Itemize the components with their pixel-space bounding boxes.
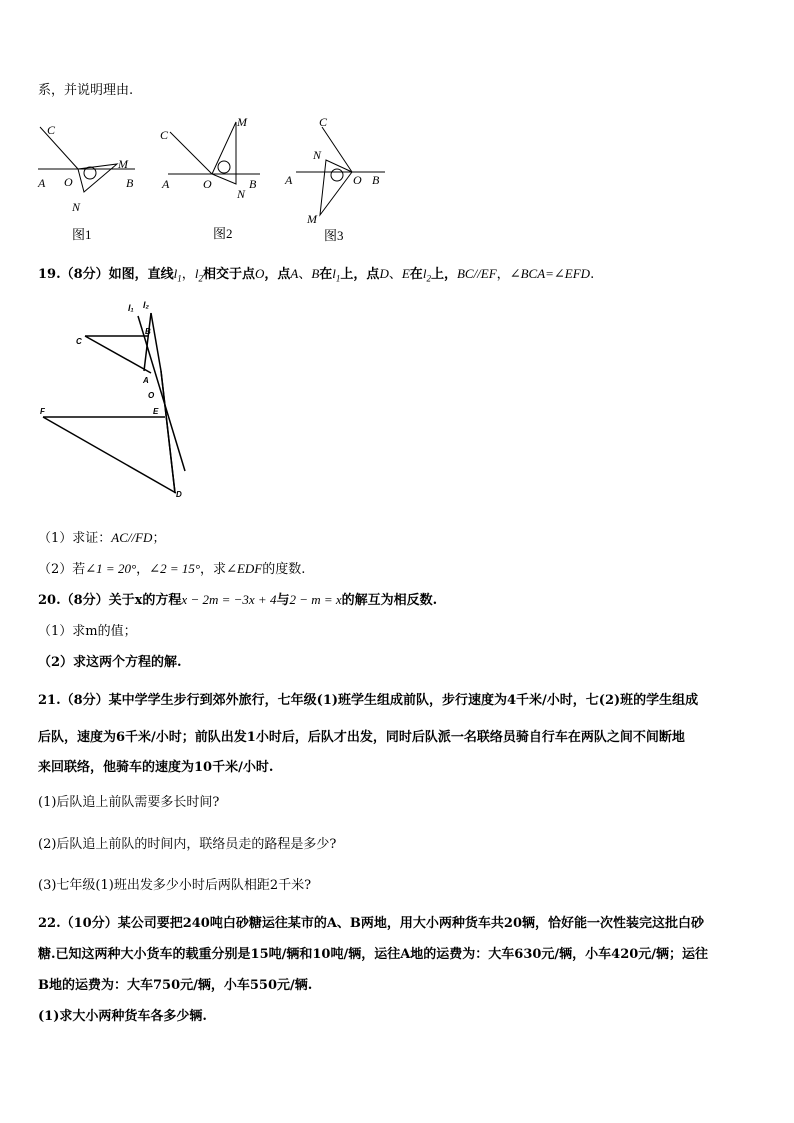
q21-line2: 后队，速度为6千米/小时；前队出发1小时后，后队才出发，同时后队派一名联络员骑自行车在两队之间不间断地 <box>38 730 685 745</box>
q20-part2: （2）求这两个方程的解. <box>38 655 182 670</box>
f2-label-A: A <box>162 177 170 191</box>
q19-part1: （1）求证：AC//FD； <box>38 530 166 546</box>
figure-1 <box>37 123 135 214</box>
q20-header: 20.（8分）关于x的方程x − 2m = −3x + 4与2 − m = x的解互为相反数. <box>38 592 438 608</box>
fig19-label-C: C <box>76 337 82 346</box>
figure-18-group <box>0 112 794 252</box>
caption-fig2: 图2 <box>213 226 233 241</box>
fig19-label-B: B <box>145 327 151 336</box>
caption-fig3: 图3 <box>324 228 344 243</box>
figure-3 <box>284 115 385 226</box>
fig19-label-E: E <box>153 407 159 416</box>
f3-label-C: C <box>319 115 328 129</box>
f1-label-B: B <box>126 176 134 190</box>
f1-label-O: O <box>64 175 73 189</box>
figure-2 <box>160 115 260 201</box>
fig19-label-l1: l₁ <box>128 303 134 313</box>
q21-part3: (3)七年级(1)班出发多少小时后两队相距2千米? <box>38 878 312 893</box>
f2-label-N: N <box>237 187 246 201</box>
caption-fig1: 图1 <box>72 227 92 242</box>
f1-label-M: M <box>118 157 128 171</box>
q22-line1: 22.（10分）某公司要把240吨白砂糖运往某市的A、B两地，用大小两种货车共20辆，恰好能一次性装完这批白砂 <box>38 916 705 931</box>
figure-19 <box>30 293 230 508</box>
f2-label-O: O <box>203 177 212 191</box>
q19-header: 19.（8分）如图，直线$l_1$，$l_2$相交于点O，点A、B在$l_1$上，点D、E在$l_2$上，BC//EF，∠BCA=∠EFD. <box>38 266 595 284</box>
f3-label-M: M <box>307 212 317 226</box>
fig19-label-A: A <box>143 376 149 385</box>
q19-part2: （2）若∠1 = 20°，∠2 = 15°，求∠EDF的度数. <box>38 561 306 577</box>
f2-label-B: B <box>249 177 257 191</box>
q21-line1: 21.（8分）某中学学生步行到郊外旅行，七年级(1)班学生组成前队，步行速度为4千米/小时，七(2)班的学生组成 <box>38 693 699 708</box>
f1-label-C: C <box>47 123 56 137</box>
q20-part1: （1）求m的值； <box>38 624 137 639</box>
fig19-label-F: F <box>40 407 45 416</box>
fig19-label-l2: l₂ <box>143 300 149 310</box>
q22-line3: B地的运费为：大车750元/辆，小车550元/辆. <box>38 978 313 993</box>
q21-part1: (1)后队追上前队需要多长时间? <box>38 795 220 810</box>
f2-label-M: M <box>237 115 247 129</box>
q21-line3: 来回联络，他骑车的速度为10千米/小时. <box>38 760 274 775</box>
q22-line2: 糖.已知这两种大小货车的载重分别是15吨/辆和10吨/辆，运往A地的运费为：大车630元/辆，小车420元/辆；运往 <box>38 947 709 962</box>
f2-label-C: C <box>160 128 169 142</box>
q22-part1: (1)求大小两种货车各多少辆. <box>38 1009 207 1024</box>
f1-label-N: N <box>72 200 81 214</box>
f3-label-B: B <box>372 173 380 187</box>
f3-label-A: A <box>285 173 293 187</box>
f1-label-A: A <box>38 176 46 190</box>
q21-part2: (2)后队追上前队的时间内，联络员走的路程是多少? <box>38 837 337 852</box>
f3-label-O: O <box>353 173 362 187</box>
f3-label-N: N <box>313 148 322 162</box>
intro-text: 系，并说明理由. <box>38 83 134 98</box>
fig19-label-O: O <box>148 391 155 400</box>
fig19-label-D: D <box>176 490 182 499</box>
